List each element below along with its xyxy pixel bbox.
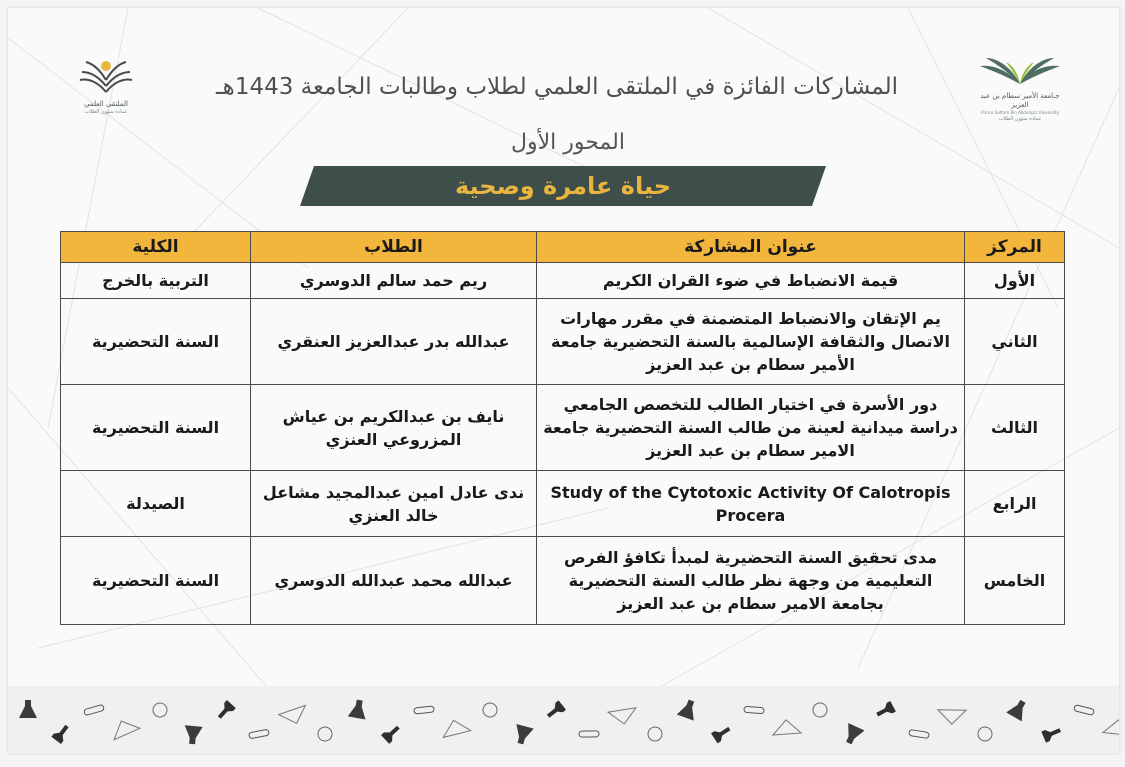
university-name: جـامعة الأمير سطام بن عبد العزيز [980, 92, 1060, 109]
college-cell: السنة التحضيرية [61, 299, 251, 385]
column-header-rank: المركز [965, 232, 1065, 263]
axis-title: المحور الأول [511, 130, 625, 155]
winners-table [60, 231, 1065, 625]
rank-cell: الأول [965, 263, 1065, 299]
certificate-slide [8, 8, 1119, 753]
university-name-en: Prince Sattam Bin Abdulaziz University [981, 110, 1059, 115]
students-cell: ندى عادل امين عبدالمجيد مشاعل خالد العنزي [251, 471, 537, 537]
rank-cell: الثالث [965, 385, 1065, 471]
forum-dept: عمادة شؤون الطلاب [84, 109, 128, 115]
page-title: المشاركات الفائزة في الملتقى العلمي لطلاب وطالبات الجامعة 1443هـ [215, 74, 899, 100]
students-cell: نايف بن عبدالكريم بن عياش المزروعي العنزي [251, 385, 537, 471]
title-cell: دور الأسرة في اختيار الطالب للتخصص الجامعي دراسة ميدانية لعينة من طالب السنة التحضيرية جامعة الامير سطام بن عبد العزيز [537, 385, 965, 471]
university-logo [976, 54, 1064, 123]
book-wings-icon [976, 54, 1064, 88]
table-row [61, 299, 1065, 385]
table-row [61, 263, 1065, 299]
column-header-college: الكلية [61, 232, 251, 263]
college-cell: الصيدلة [61, 471, 251, 537]
title-cell: يم الإتقان والانضباط المتضمنة في مقرر مهارات الاتصال والثقافة الإسالمية بالسنة التحضيرية جامعة الأمير سطام بن عبد العزيز [537, 299, 965, 385]
rank-cell: الخامس [965, 537, 1065, 625]
university-dept: عمادة شؤون الطلاب [998, 116, 1042, 122]
title-cell: Study of the Cytotoxic Activity Of Calotropis Procera [537, 471, 965, 537]
table-row [61, 471, 1065, 537]
college-cell: السنة التحضيرية [61, 537, 251, 625]
column-header-students: الطلاب [251, 232, 537, 263]
book-stack-icon [74, 52, 138, 96]
science-pattern-footer [8, 686, 1119, 753]
title-cell: قيمة الانضباط في ضوء القران الكريم [537, 263, 965, 299]
forum-logo [74, 52, 138, 116]
rank-cell: الثاني [965, 299, 1065, 385]
column-header-title: عنوان المشاركة [537, 232, 965, 263]
rank-cell: الرابع [965, 471, 1065, 537]
table-row [61, 537, 1065, 625]
students-cell: عبدالله محمد عبدالله الدوسري [251, 537, 537, 625]
students-cell: عبدالله بدر عبدالعزيز العنقري [251, 299, 537, 385]
table-header-row [61, 232, 1065, 263]
table-row [61, 385, 1065, 471]
college-cell: السنة التحضيرية [61, 385, 251, 471]
students-cell: ريم حمد سالم الدوسري [251, 263, 537, 299]
theme-banner: حياة عامرة وصحية [454, 172, 672, 200]
title-cell: مدى تحقيق السنة التحضيرية لمبدأ تكافؤ الفرص التعليمية من وجهة نظر طالب السنة التحضيرية بجامعة الامير سطام بن عبد العزيز [537, 537, 965, 625]
forum-name: الملتقى العلمي [84, 100, 128, 108]
college-cell: التربية بالخرج [61, 263, 251, 299]
